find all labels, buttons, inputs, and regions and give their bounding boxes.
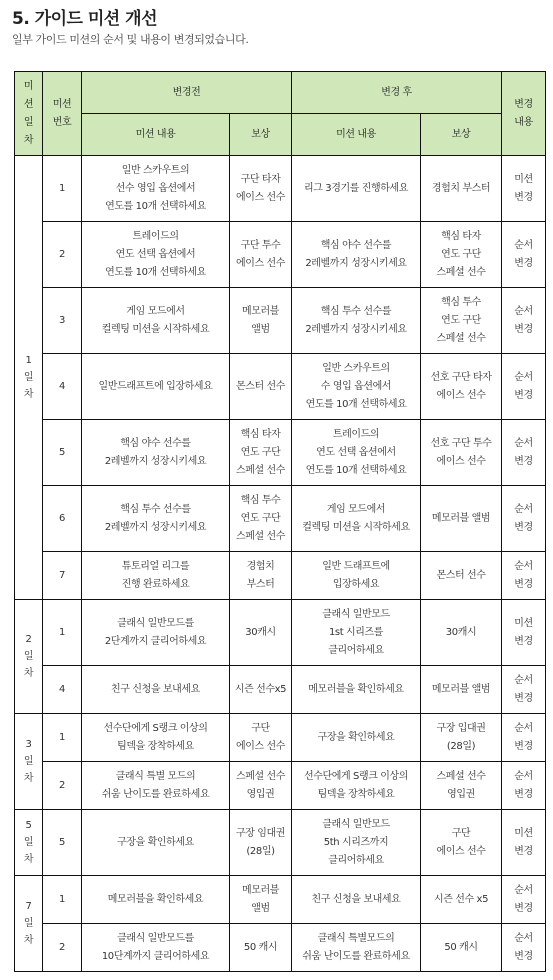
mission-number: 5 xyxy=(43,420,82,486)
before-reward-line: 몬스터 선수 xyxy=(235,380,286,392)
after-mission-line: 수 영입 옵션에서 xyxy=(320,380,392,392)
after-reward-line: 몬스터 선수 xyxy=(436,569,486,581)
before-mission-cell xyxy=(82,600,230,666)
mission-number: 1 xyxy=(43,876,82,924)
before-reward-line: 구단 투수 xyxy=(240,239,281,251)
before-reward-line: 구장 임대권 xyxy=(235,827,286,839)
after-reward-line: 메모러블 앨범 xyxy=(431,512,491,524)
mission-number: 2 xyxy=(43,222,82,288)
before-reward-cell xyxy=(230,876,292,924)
after-reward-cell xyxy=(421,666,502,714)
before-mission-line: 클래식 일반모드를 xyxy=(117,617,194,629)
change-type-line: 변경 xyxy=(514,740,533,752)
before-reward-line: 메모러블 xyxy=(241,884,280,896)
table-row xyxy=(15,486,546,552)
after-reward-line: (28일) xyxy=(446,740,476,752)
after-mission-line: 컬렉팅 미션을 시작하세요 xyxy=(302,521,410,533)
before-mission-line: 연도 선택 옵션에서 xyxy=(115,248,196,260)
after-reward-cell xyxy=(421,924,502,972)
before-reward-line: 메모러블 xyxy=(241,305,280,317)
change-type-line: 변경 xyxy=(514,389,533,401)
after-reward-line: 핵심 투수 xyxy=(441,296,481,308)
after-reward-line: 30캐시 xyxy=(445,626,477,638)
after-reward-line: 핵심 타자 xyxy=(441,230,481,242)
before-reward-line: 핵심 투수 xyxy=(240,494,281,506)
table-row xyxy=(15,876,546,924)
day-cell: 1 일 차 xyxy=(15,156,43,600)
after-reward-line: 메모러블 앨범 xyxy=(431,683,491,695)
before-mission-cell xyxy=(82,552,230,600)
change-type-line: 미션 xyxy=(514,617,533,629)
before-reward-line: 스페셜 선수 xyxy=(235,530,286,542)
before-mission-line: 2레벨까지 성장시키세요 xyxy=(104,521,207,533)
before-mission-cell xyxy=(82,288,230,354)
after-mission-cell xyxy=(292,486,421,552)
before-reward-cell xyxy=(230,552,292,600)
before-reward-line: 에이스 선수 xyxy=(235,257,286,269)
mission-number: 4 xyxy=(43,666,82,714)
change-type-line: 순서 xyxy=(514,722,533,734)
after-reward-cell xyxy=(421,222,502,288)
table-row xyxy=(15,714,546,762)
before-mission-line: 일반 스카우트의 xyxy=(121,164,190,176)
mission-number: 3 xyxy=(43,288,82,354)
change-type-cell xyxy=(502,810,546,876)
after-mission-cell xyxy=(292,876,421,924)
header-number: 미션 번호 xyxy=(43,72,82,156)
before-reward-cell xyxy=(230,810,292,876)
after-reward-cell xyxy=(421,876,502,924)
before-reward-line: 경험치 xyxy=(246,560,275,572)
after-reward-cell xyxy=(421,486,502,552)
after-reward-cell xyxy=(421,354,502,420)
after-mission-line: 클래식 일반모드 xyxy=(322,818,390,830)
before-reward-line: 연도 구단 xyxy=(240,446,281,458)
after-mission-line: 메모러블을 확인하세요 xyxy=(308,683,404,695)
after-reward-line: 연도 구단 xyxy=(441,314,481,326)
before-reward-line: 앨범 xyxy=(251,902,270,914)
after-mission-cell xyxy=(292,288,421,354)
mission-number: 1 xyxy=(43,600,82,666)
before-mission-cell xyxy=(82,222,230,288)
after-reward-line: 에이스 선수 xyxy=(436,845,486,857)
change-type-line: 순서 xyxy=(514,503,533,515)
before-mission-cell xyxy=(82,714,230,762)
before-reward-line: (28일) xyxy=(246,845,275,857)
before-mission-line: 컬렉팅 미션을 시작하세요 xyxy=(101,323,210,335)
before-reward-line: 스페셜 선수 xyxy=(235,464,286,476)
change-type-cell xyxy=(502,156,546,222)
after-reward-cell xyxy=(421,714,502,762)
mission-number: 1 xyxy=(43,156,82,222)
after-mission-line: 클리어하세요 xyxy=(328,854,384,866)
before-mission-cell xyxy=(82,420,230,486)
after-mission-line: 리그 3경기를 진행하세요 xyxy=(303,182,409,194)
before-mission-line: 2레벨까지 성장시키세요 xyxy=(104,455,207,467)
change-type-line: 변경 xyxy=(514,578,533,590)
change-type-line: 변경 xyxy=(514,845,533,857)
after-mission-line: 2레벨까지 성장시키세요 xyxy=(305,323,407,335)
table-row xyxy=(15,552,546,600)
before-mission-line: 일반드래프트에 입장하세요 xyxy=(98,380,213,392)
before-mission-cell xyxy=(82,486,230,552)
after-mission-line: 연도를 10개 선택하세요 xyxy=(305,464,407,476)
after-mission-line: 일반 드래프트에 xyxy=(322,560,390,572)
before-mission-cell xyxy=(82,354,230,420)
before-reward-cell xyxy=(230,486,292,552)
after-mission-cell xyxy=(292,222,421,288)
before-reward-line: 앨범 xyxy=(251,323,270,335)
page-title: 5. 가이드 미션 개선 xyxy=(12,9,157,29)
change-type-line: 미션 xyxy=(514,827,533,839)
change-type-line: 순서 xyxy=(514,437,533,449)
table-row xyxy=(15,924,546,972)
mission-number: 1 xyxy=(43,714,82,762)
change-type-cell xyxy=(502,876,546,924)
change-type-line: 순서 xyxy=(514,560,533,572)
before-reward-line: 시즌 선수x5 xyxy=(234,683,287,695)
before-mission-line: 선수 영입 옵션에서 xyxy=(115,182,196,194)
before-reward-line: 영입권 xyxy=(246,788,275,800)
before-reward-line: 30캐시 xyxy=(245,626,276,638)
before-mission-line: 구장을 확인하세요 xyxy=(117,836,194,848)
change-type-cell xyxy=(502,354,546,420)
before-reward-cell xyxy=(230,288,292,354)
before-mission-line: 10단계까지 클리어하세요 xyxy=(101,950,210,962)
header-before-reward: 보상 xyxy=(230,114,292,156)
after-reward-cell xyxy=(421,810,502,876)
after-reward-cell xyxy=(421,420,502,486)
table-row xyxy=(15,156,546,222)
before-mission-line: 2단계까지 클리어하세요 xyxy=(104,635,207,647)
before-mission-line: 진행 완료하세요 xyxy=(121,578,190,590)
after-reward-line: 에이스 선수 xyxy=(436,389,486,401)
after-mission-line: 연도 선택 옵션에서 xyxy=(316,446,396,458)
mission-number: 2 xyxy=(43,924,82,972)
before-reward-line: 핵심 타자 xyxy=(240,428,281,440)
before-mission-line: 팀덱을 장착하세요 xyxy=(117,740,194,752)
before-mission-line: 튜토리얼 리그를 xyxy=(121,560,190,572)
after-mission-cell xyxy=(292,156,421,222)
before-reward-cell xyxy=(230,222,292,288)
after-mission-line: 클래식 특별모드의 xyxy=(317,932,395,944)
change-type-line: 변경 xyxy=(514,635,533,647)
header-change: 변경 내용 xyxy=(502,72,546,156)
change-type-line: 순서 xyxy=(514,305,533,317)
change-type-cell xyxy=(502,222,546,288)
before-reward-line: 에이스 선수 xyxy=(235,191,286,203)
after-mission-cell xyxy=(292,354,421,420)
after-reward-line: 선호 구단 투수 xyxy=(430,437,492,449)
after-reward-line: 구장 입대권 xyxy=(436,722,486,734)
change-type-line: 변경 xyxy=(514,902,533,914)
after-mission-line: 쉬움 난이도를 완료하세요 xyxy=(302,950,410,962)
after-reward-line: 경험치 부스터 xyxy=(431,182,491,194)
after-mission-line: 5th 시리즈까지 xyxy=(323,836,389,848)
after-reward-line: 영입권 xyxy=(447,788,475,800)
table-row xyxy=(15,288,546,354)
after-reward-line: 스페셜 선수 xyxy=(436,770,486,782)
before-mission-line: 핵심 투수 선수를 xyxy=(120,503,191,515)
after-mission-line: 핵심 야수 선수를 xyxy=(320,239,392,251)
before-reward-cell xyxy=(230,354,292,420)
after-reward-line: 스페셜 선수 xyxy=(436,332,486,344)
header-before: 변경전 xyxy=(82,72,292,114)
header-day: 미 션 일 차 xyxy=(15,72,43,156)
header-after-reward: 보상 xyxy=(421,114,502,156)
before-mission-cell xyxy=(82,762,230,810)
before-reward-cell xyxy=(230,924,292,972)
after-mission-line: 팀덱을 장착하세요 xyxy=(317,788,395,800)
before-mission-line: 친구 신청을 보내세요 xyxy=(111,683,200,695)
change-type-cell xyxy=(502,486,546,552)
after-reward-cell xyxy=(421,600,502,666)
mission-change-table xyxy=(14,71,546,972)
change-type-line: 변경 xyxy=(514,692,533,704)
before-reward-line: 구단 타자 xyxy=(240,173,281,185)
change-type-cell xyxy=(502,552,546,600)
change-type-line: 변경 xyxy=(514,950,533,962)
after-mission-line: 친구 신청을 보내세요 xyxy=(311,893,401,905)
after-reward-cell xyxy=(421,762,502,810)
after-mission-cell xyxy=(292,762,421,810)
change-type-line: 변경 xyxy=(514,191,533,203)
table-row xyxy=(15,810,546,876)
before-reward-line: 부스터 xyxy=(246,578,275,590)
header-before-mission: 미션 내용 xyxy=(82,114,230,156)
before-reward-line: 50 캐시 xyxy=(243,941,278,953)
before-reward-cell xyxy=(230,714,292,762)
change-type-cell xyxy=(502,714,546,762)
change-type-line: 변경 xyxy=(514,455,533,467)
after-mission-cell xyxy=(292,714,421,762)
mission-number: 2 xyxy=(43,762,82,810)
after-mission-cell xyxy=(292,552,421,600)
after-mission-line: 연도를 10개 선택하세요 xyxy=(305,398,407,410)
after-mission-line: 핵심 투수 선수를 xyxy=(320,305,392,317)
table-row xyxy=(15,222,546,288)
after-mission-line: 선수단에게 S랭크 이상의 xyxy=(303,770,409,782)
before-mission-cell xyxy=(82,924,230,972)
before-mission-line: 클래식 일반모드를 xyxy=(117,932,194,944)
before-mission-line: 선수단에게 S랭크 이상의 xyxy=(103,722,208,734)
after-mission-line: 게임 모드에서 xyxy=(326,503,386,515)
after-reward-line: 50 캐시 xyxy=(444,941,478,953)
after-reward-line: 스페셜 선수 xyxy=(436,266,486,278)
after-reward-cell xyxy=(421,552,502,600)
after-mission-cell xyxy=(292,810,421,876)
header-after: 변경 후 xyxy=(292,72,502,114)
mission-number: 6 xyxy=(43,486,82,552)
after-mission-line: 1st 시리즈를 xyxy=(328,626,384,638)
before-reward-cell xyxy=(230,762,292,810)
after-reward-line: 구단 xyxy=(451,827,471,839)
before-mission-cell xyxy=(82,876,230,924)
after-reward-line: 시즌 선수 x5 xyxy=(433,893,489,905)
after-mission-line: 입장하세요 xyxy=(332,578,380,590)
change-type-cell xyxy=(502,762,546,810)
after-reward-line: 선호 구단 타자 xyxy=(430,371,492,383)
after-mission-line: 일반 스카우트의 xyxy=(322,362,390,374)
after-mission-line: 2레벨까지 성장시키세요 xyxy=(305,257,407,269)
change-type-cell xyxy=(502,666,546,714)
after-reward-line: 에이스 선수 xyxy=(436,455,486,467)
table-row xyxy=(15,666,546,714)
before-mission-cell xyxy=(82,156,230,222)
before-mission-line: 연도를 10개 선택하세요 xyxy=(105,266,206,278)
mission-number: 5 xyxy=(43,810,82,876)
before-reward-cell xyxy=(230,600,292,666)
change-type-line: 순서 xyxy=(514,932,533,944)
change-type-cell xyxy=(502,288,546,354)
before-mission-line: 메모러블을 확인하세요 xyxy=(107,893,204,905)
after-mission-line: 클래식 일반모드 xyxy=(322,608,390,620)
before-mission-line: 트레이드의 xyxy=(132,230,179,242)
table-row xyxy=(15,420,546,486)
change-type-line: 미션 xyxy=(514,173,533,185)
after-mission-cell xyxy=(292,924,421,972)
before-mission-line: 핵심 야수 선수를 xyxy=(120,437,191,449)
day-cell: 5 일 차 xyxy=(15,810,43,876)
after-mission-cell xyxy=(292,600,421,666)
table-row xyxy=(15,600,546,666)
before-reward-line: 에이스 선수 xyxy=(235,740,286,752)
change-type-line: 변경 xyxy=(514,323,533,335)
change-type-line: 변경 xyxy=(514,788,533,800)
after-mission-cell xyxy=(292,666,421,714)
before-reward-cell xyxy=(230,156,292,222)
after-reward-cell xyxy=(421,288,502,354)
before-reward-cell xyxy=(230,420,292,486)
change-type-line: 변경 xyxy=(514,257,533,269)
header-after-mission: 미션 내용 xyxy=(292,114,421,156)
before-mission-line: 쉬움 난이도를 완료하세요 xyxy=(101,788,210,800)
before-reward-line: 구단 xyxy=(251,722,270,734)
before-reward-line: 연도 구단 xyxy=(240,512,281,524)
change-type-cell xyxy=(502,420,546,486)
before-mission-cell xyxy=(82,666,230,714)
change-type-line: 순서 xyxy=(514,239,533,251)
before-mission-cell xyxy=(82,810,230,876)
change-type-line: 순서 xyxy=(514,674,533,686)
before-reward-cell xyxy=(230,666,292,714)
before-mission-line: 클래식 특별 모드의 xyxy=(115,770,196,782)
change-type-line: 순서 xyxy=(514,884,533,896)
table-row xyxy=(15,762,546,810)
after-reward-cell xyxy=(421,156,502,222)
change-type-line: 변경 xyxy=(514,521,533,533)
after-reward-line: 연도 구단 xyxy=(441,248,481,260)
mission-number: 4 xyxy=(43,354,82,420)
mission-number: 7 xyxy=(43,552,82,600)
day-cell: 7 일 차 xyxy=(15,876,43,972)
before-mission-line: 게임 모드에서 xyxy=(126,305,185,317)
change-type-cell xyxy=(502,600,546,666)
after-mission-line: 클리어하세요 xyxy=(328,644,384,656)
day-cell: 3 일 차 xyxy=(15,714,43,810)
change-type-line: 순서 xyxy=(514,371,533,383)
after-mission-line: 구장을 확인하세요 xyxy=(317,731,395,743)
after-mission-cell xyxy=(292,420,421,486)
day-cell: 2 일 차 xyxy=(15,600,43,714)
before-reward-line: 스페셜 선수 xyxy=(235,770,286,782)
table-row xyxy=(15,354,546,420)
change-type-cell xyxy=(502,924,546,972)
before-mission-line: 연도를 10개 선택하세요 xyxy=(105,200,206,212)
change-type-line: 순서 xyxy=(514,770,533,782)
after-mission-line: 트레이드의 xyxy=(332,428,380,440)
page-subtitle: 일부 가이드 미션의 순서 및 내용이 변경되었습니다. xyxy=(12,33,249,46)
